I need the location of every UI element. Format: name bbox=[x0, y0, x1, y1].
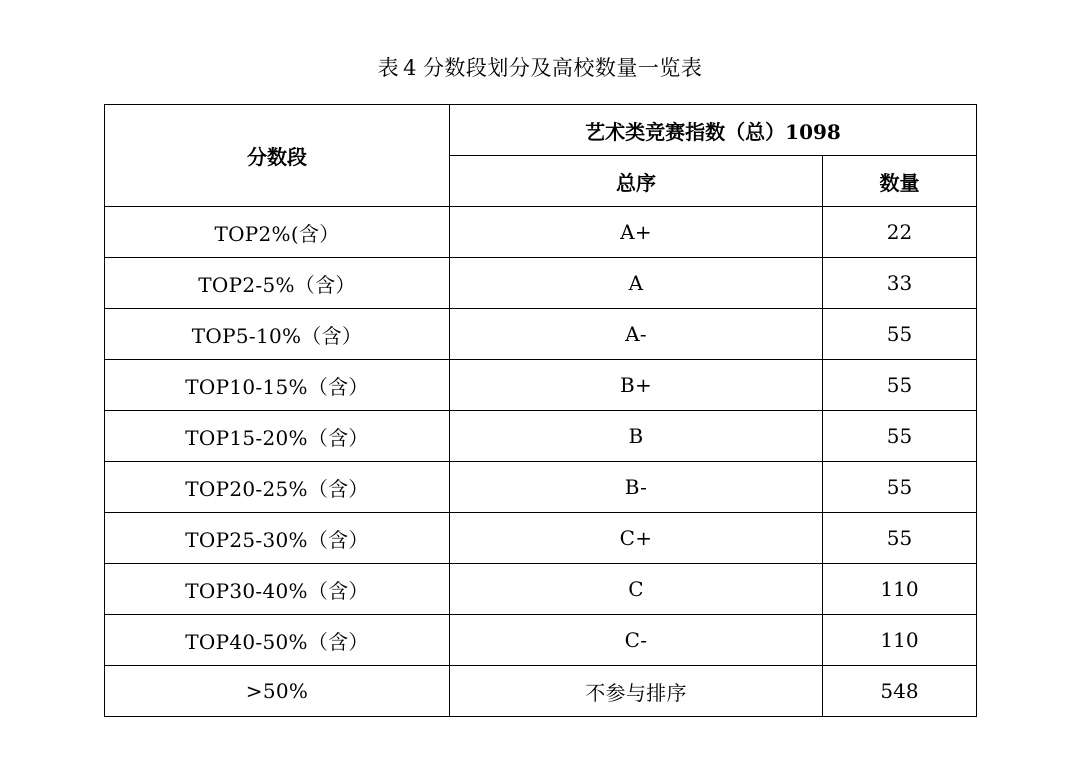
caption-text: 分数段划分及高校数量一览表 bbox=[422, 56, 703, 80]
cell-count: 55 bbox=[823, 411, 977, 462]
cell-count: 55 bbox=[823, 513, 977, 564]
header-score-range: 分数段 bbox=[105, 105, 450, 207]
score-table-wrapper bbox=[104, 104, 976, 717]
cell-score-range: TOP15-20%（含） bbox=[105, 411, 450, 462]
table-row bbox=[105, 309, 977, 360]
table-row bbox=[105, 666, 977, 717]
table-row bbox=[105, 615, 977, 666]
cell-order: A+ bbox=[450, 207, 823, 258]
table-header bbox=[105, 105, 977, 207]
table-row bbox=[105, 411, 977, 462]
table-row bbox=[105, 513, 977, 564]
table-row bbox=[105, 258, 977, 309]
cell-score-range: TOP10-15%（含） bbox=[105, 360, 450, 411]
cell-count: 110 bbox=[823, 615, 977, 666]
table-row bbox=[105, 564, 977, 615]
cell-order: B- bbox=[450, 462, 823, 513]
cell-count: 22 bbox=[823, 207, 977, 258]
header-index-group: 艺术类竞赛指数（总）1098 bbox=[450, 105, 977, 156]
table-row bbox=[105, 207, 977, 258]
cell-score-range: TOP2-5%（含） bbox=[105, 258, 450, 309]
cell-score-range: TOP5-10%（含） bbox=[105, 309, 450, 360]
cell-count: 548 bbox=[823, 666, 977, 717]
cell-order: C- bbox=[450, 615, 823, 666]
cell-count: 33 bbox=[823, 258, 977, 309]
cell-score-range: TOP2%(含） bbox=[105, 207, 450, 258]
cell-count: 55 bbox=[823, 309, 977, 360]
table-header-row-1 bbox=[105, 105, 977, 156]
caption-prefix: 表 bbox=[377, 56, 400, 80]
cell-order: A- bbox=[450, 309, 823, 360]
header-order: 总序 bbox=[450, 156, 823, 207]
cell-count: 110 bbox=[823, 564, 977, 615]
cell-count: 55 bbox=[823, 462, 977, 513]
cell-score-range: TOP30-40%（含） bbox=[105, 564, 450, 615]
header-count: 数量 bbox=[823, 156, 977, 207]
cell-count: 55 bbox=[823, 360, 977, 411]
cell-order: B bbox=[450, 411, 823, 462]
table-caption bbox=[0, 0, 1080, 82]
cell-order: C bbox=[450, 564, 823, 615]
cell-score-range: TOP25-30%（含） bbox=[105, 513, 450, 564]
cell-score-range: TOP40-50%（含） bbox=[105, 615, 450, 666]
cell-order: C+ bbox=[450, 513, 823, 564]
table-row bbox=[105, 360, 977, 411]
cell-order: 不参与排序 bbox=[450, 666, 823, 717]
table-body bbox=[105, 207, 977, 717]
caption-number: 4 bbox=[403, 56, 417, 80]
score-distribution-table bbox=[104, 104, 977, 717]
cell-score-range: TOP20-25%（含） bbox=[105, 462, 450, 513]
table-row bbox=[105, 462, 977, 513]
cell-order: A bbox=[450, 258, 823, 309]
cell-score-range: >50% bbox=[105, 666, 450, 717]
cell-order: B+ bbox=[450, 360, 823, 411]
